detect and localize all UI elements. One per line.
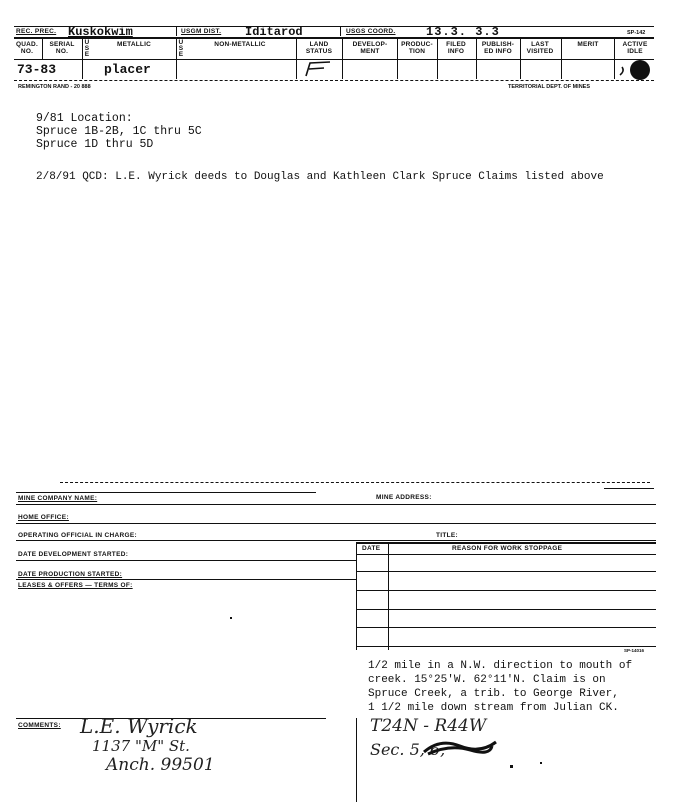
col-filed-info: FILED INFO bbox=[446, 41, 466, 55]
col-use-1: U S E bbox=[84, 39, 90, 58]
rec-prec-value: Kuskokwim bbox=[68, 25, 133, 39]
desc-line-1: 1/2 mile in a N.W. direction to mouth of bbox=[368, 660, 633, 672]
col-non-metallic: NON-METALLIC bbox=[214, 41, 266, 48]
comments-label: COMMENTS: bbox=[18, 722, 61, 729]
note-qcd-deed: 2/8/91 QCD: L.E. Wyrick deeds to Douglas and Kathleen Clark Spruce Claims listed above bbox=[36, 171, 604, 183]
date-column-header: DATE bbox=[362, 545, 381, 552]
reason-column-header: REASON FOR WORK STOPPAGE bbox=[452, 545, 563, 552]
col-published-info: PUBLISH- ED INFO bbox=[481, 41, 515, 55]
col-land-status: LAND STATUS bbox=[305, 41, 333, 55]
back-form-code: SP-14016 bbox=[624, 648, 645, 653]
signature-name: L.E. Wyrick bbox=[80, 714, 198, 738]
township-range: T24N - R44W bbox=[370, 716, 487, 736]
date-production-label: DATE PRODUCTION STARTED: bbox=[18, 571, 123, 578]
record-number: 73-83 bbox=[17, 62, 57, 77]
desc-line-4: 1 1/2 mile down stream from Julian CK. bbox=[368, 702, 619, 714]
col-production: PRODUC- TION bbox=[401, 41, 433, 55]
col-serial-no: SERIAL NO. bbox=[49, 41, 75, 55]
record-type: placer bbox=[104, 62, 151, 77]
col-use-2: U S E bbox=[178, 39, 184, 58]
col-last-visited: LAST VISITED bbox=[526, 41, 554, 55]
col-metallic: METALLIC bbox=[117, 41, 151, 48]
usgs-coord-value: 13.3. 3.3 bbox=[426, 25, 500, 39]
rec-prec-label: REC. PREC. bbox=[16, 28, 57, 35]
mine-company-name-label: MINE COMPANY NAME: bbox=[18, 495, 98, 502]
col-quad-no: QUAD. NO. bbox=[16, 41, 38, 55]
col-active-idle: ACTIVE IDLE bbox=[622, 41, 648, 55]
signature-city: Anch. 99501 bbox=[106, 755, 215, 775]
footer-strip-left: REMINGTON RAND - 20 888 bbox=[18, 84, 91, 90]
leases-offers-label: LEASES & OFFERS — TERMS OF: bbox=[18, 582, 133, 589]
note-claims-1: Spruce 1B-2B, 1C thru 5C bbox=[36, 125, 202, 138]
active-idle-dot-icon bbox=[616, 59, 656, 81]
desc-line-3: Spruce Creek, a trib. to George River, bbox=[368, 688, 619, 700]
usgm-dist-value: Iditarod bbox=[245, 25, 303, 39]
signature-address: 1137 "M" St. bbox=[92, 737, 190, 755]
footer-strip-right: TERRITORIAL DEPT. OF MINES bbox=[508, 84, 590, 90]
usgs-coord-label: USGS COORD. bbox=[346, 28, 396, 35]
note-claims-2: Spruce 1D thru 5D bbox=[36, 138, 154, 151]
usgm-dist-label: USGM DIST. bbox=[181, 28, 222, 35]
date-development-label: DATE DEVELOPMENT STARTED: bbox=[18, 551, 129, 558]
col-merit: MERIT bbox=[577, 41, 599, 48]
note-location-heading: 9/81 Location: bbox=[36, 112, 133, 125]
desc-line-2: creek. 15°25'W. 62°11'N. Claim is on bbox=[368, 674, 606, 686]
title-label: TITLE: bbox=[436, 532, 459, 539]
section-numbers: Sec. 5, 6, bbox=[370, 740, 446, 759]
col-development: DEVELOP- MENT bbox=[352, 41, 388, 55]
operating-official-label: OPERATING OFFICIAL IN CHARGE: bbox=[18, 532, 137, 539]
land-status-mark-icon bbox=[300, 60, 336, 78]
mine-address-label: MINE ADDRESS: bbox=[376, 494, 432, 501]
form-code: SP-142 bbox=[627, 30, 646, 36]
scribble-strikeout-icon bbox=[420, 732, 500, 760]
home-office-label: HOME OFFICE: bbox=[18, 514, 69, 521]
